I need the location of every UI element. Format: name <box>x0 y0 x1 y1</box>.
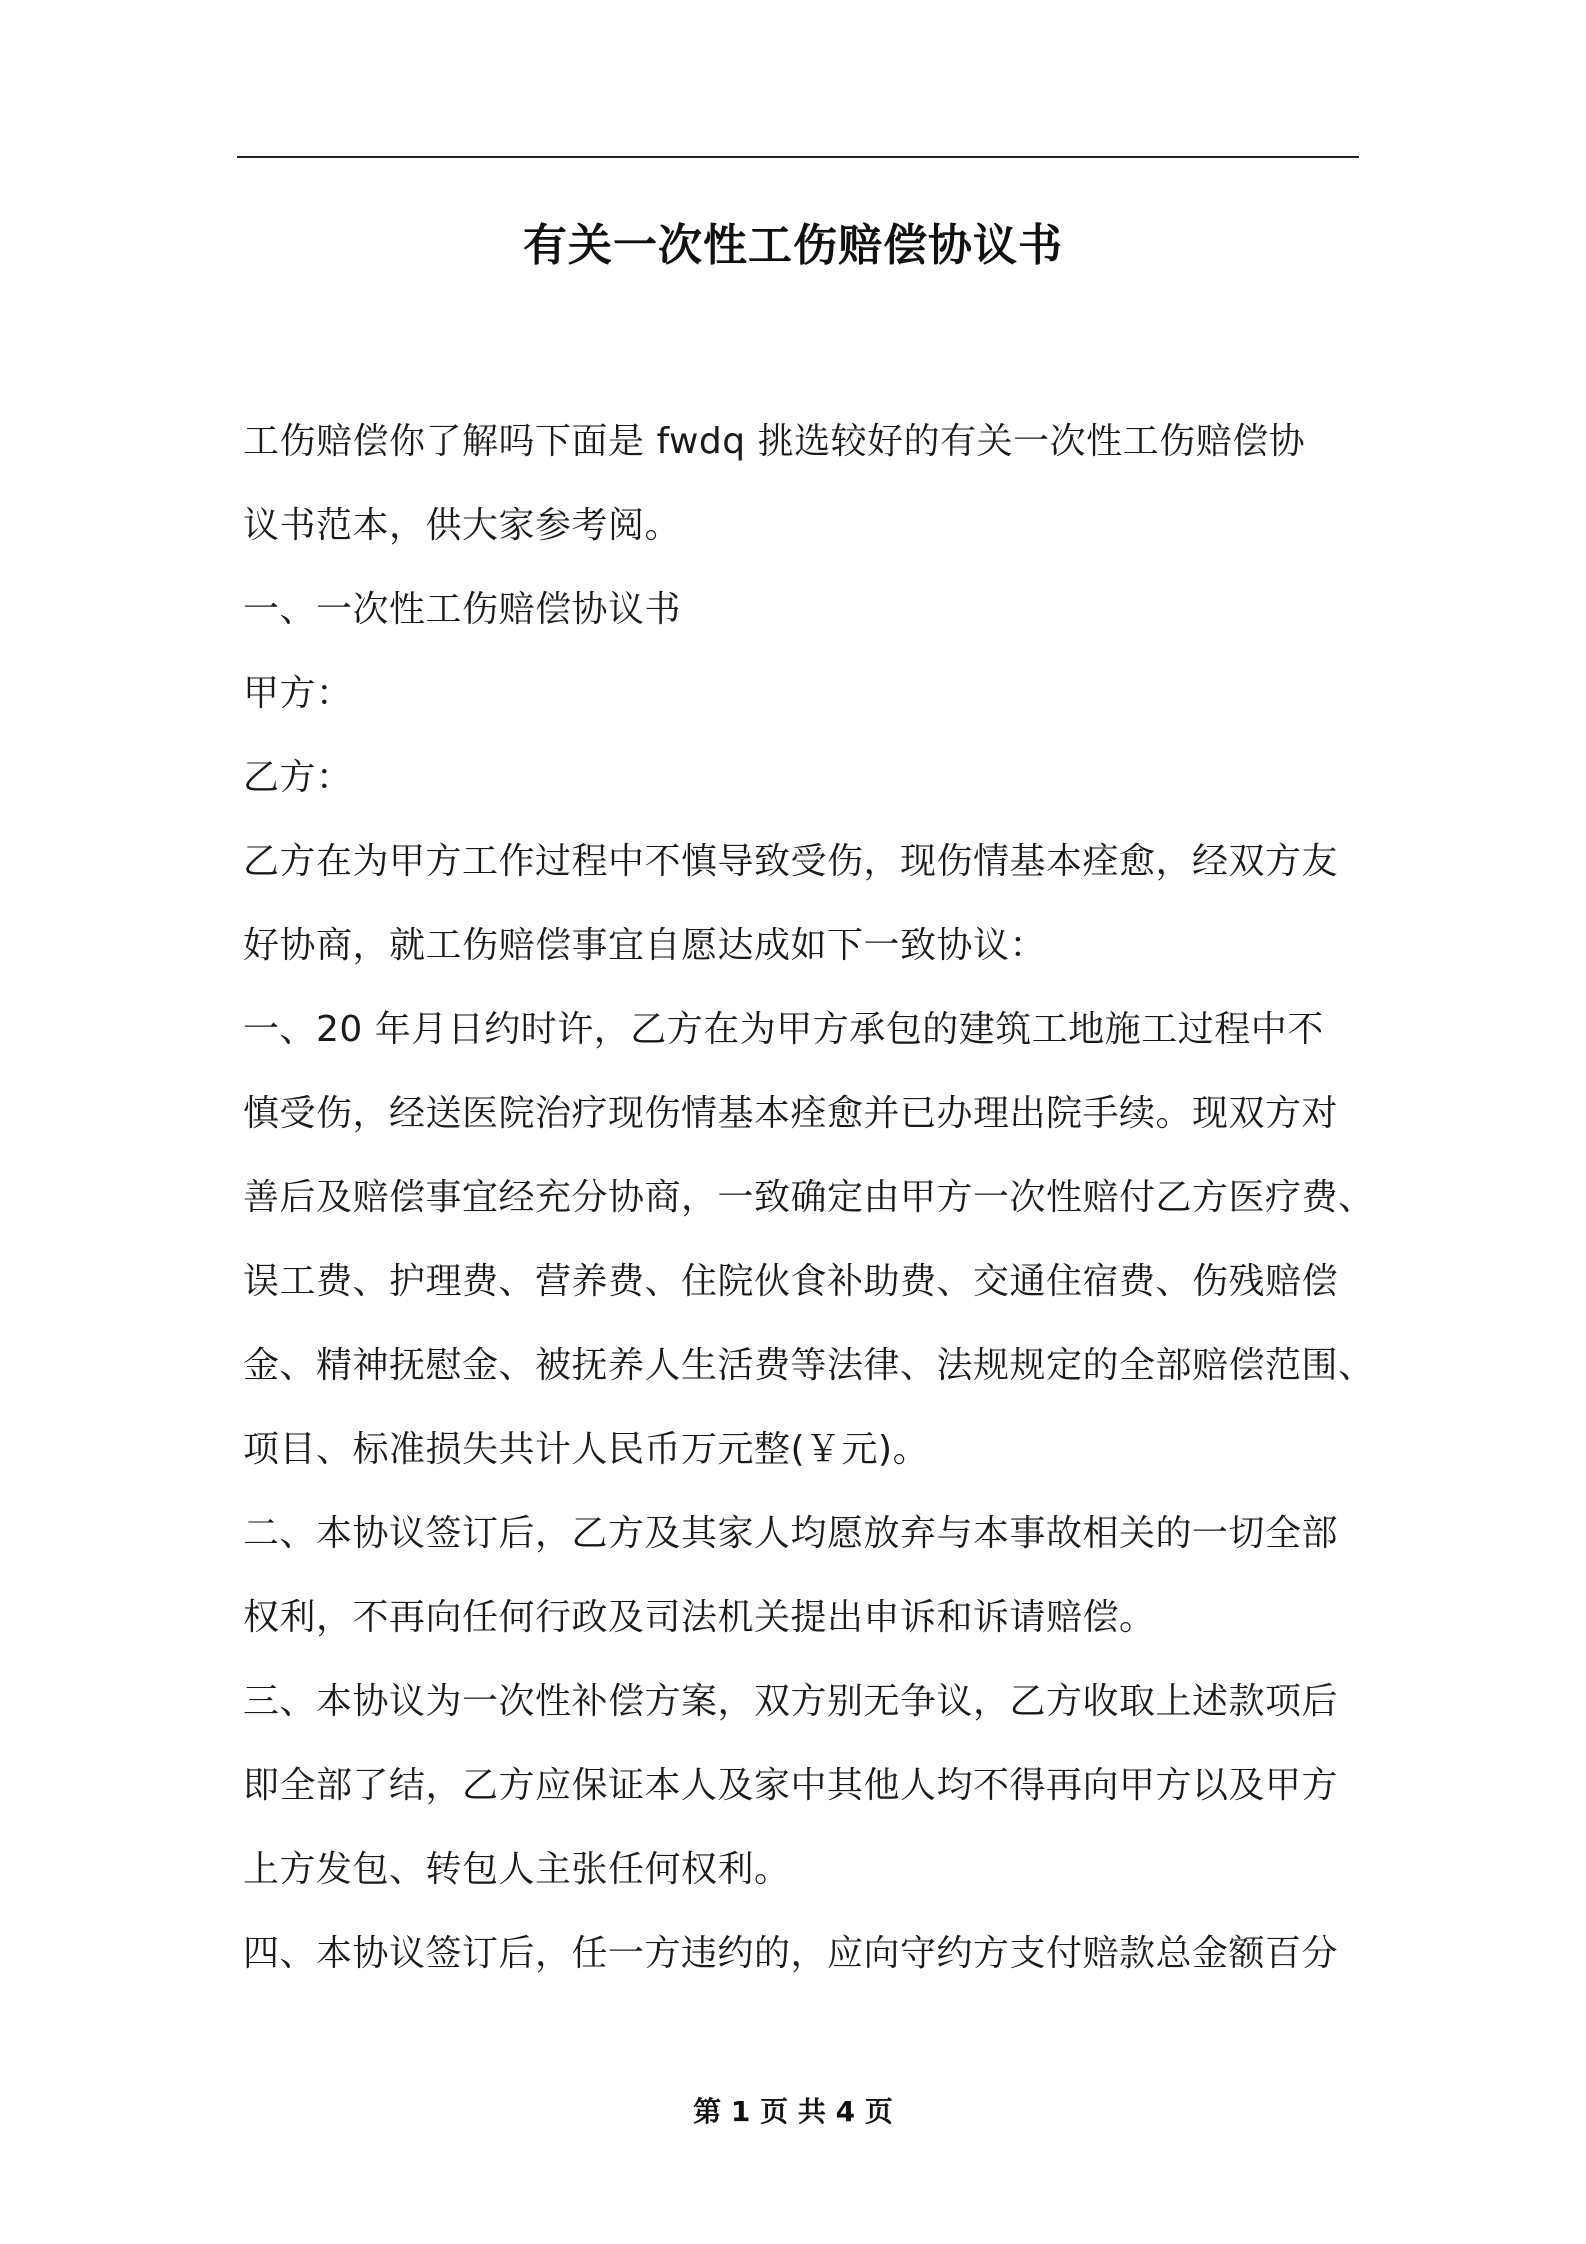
body-line: 善后及赔偿事宜经充分协商，一致确定由甲方一次性赔付乙方医疗费、 <box>243 1177 1375 1218</box>
body-line: 慎受伤，经送医院治疗现伤情基本痊愈并已办理出院手续。现双方对 <box>243 1093 1339 1134</box>
body-line: 项目、标准损失共计人民币万元整(￥元)。 <box>243 1429 930 1470</box>
document-title: 有关一次性工伤赔偿协议书 <box>523 220 1063 271</box>
header-rule <box>237 156 1359 158</box>
body-line: 议书范本，供大家参考阅。 <box>243 505 682 546</box>
body-line: 金、精神抚慰金、被抚养人生活费等法律、法规规定的全部赔偿范围、 <box>243 1345 1375 1386</box>
page-footer: 第 1 页 共 4 页 <box>693 2095 893 2128</box>
document-body <box>243 400 1383 1996</box>
body-line: 好协商，就工伤赔偿事宜自愿达成如下一致协议： <box>243 925 1047 966</box>
body-line: 乙方： <box>243 757 353 798</box>
body-line: 即全部了结，乙方应保证本人及家中其他人均不得再向甲方以及甲方 <box>243 1765 1339 1806</box>
body-line: 甲方： <box>243 673 353 714</box>
body-line: 四、本协议签订后，任一方违约的，应向守约方支付赔款总金额百分 <box>243 1933 1339 1974</box>
body-line: 权利，不再向任何行政及司法机关提出申诉和诉请赔偿。 <box>243 1597 1156 1638</box>
body-line: 一、一次性工伤赔偿协议书 <box>243 589 682 630</box>
body-line: 二、本协议签订后，乙方及其家人均愿放弃与本事故相关的一切全部 <box>243 1513 1339 1554</box>
body-line: 一、20 年月日约时许，乙方在为甲方承包的建筑工地施工过程中不 <box>243 1009 1324 1050</box>
body-line: 三、本协议为一次性补偿方案，双方别无争议，乙方收取上述款项后 <box>243 1681 1339 1722</box>
body-line: 上方发包、转包人主张任何权利。 <box>243 1849 791 1890</box>
body-line: 误工费、护理费、营养费、住院伙食补助费、交通住宿费、伤残赔偿 <box>243 1261 1339 1302</box>
body-line: 乙方在为甲方工作过程中不慎导致受伤，现伤情基本痊愈，经双方友 <box>243 841 1339 882</box>
body-line: 工伤赔偿你了解吗下面是 fwdq 挑选较好的有关一次性工伤赔偿协 <box>243 421 1306 462</box>
